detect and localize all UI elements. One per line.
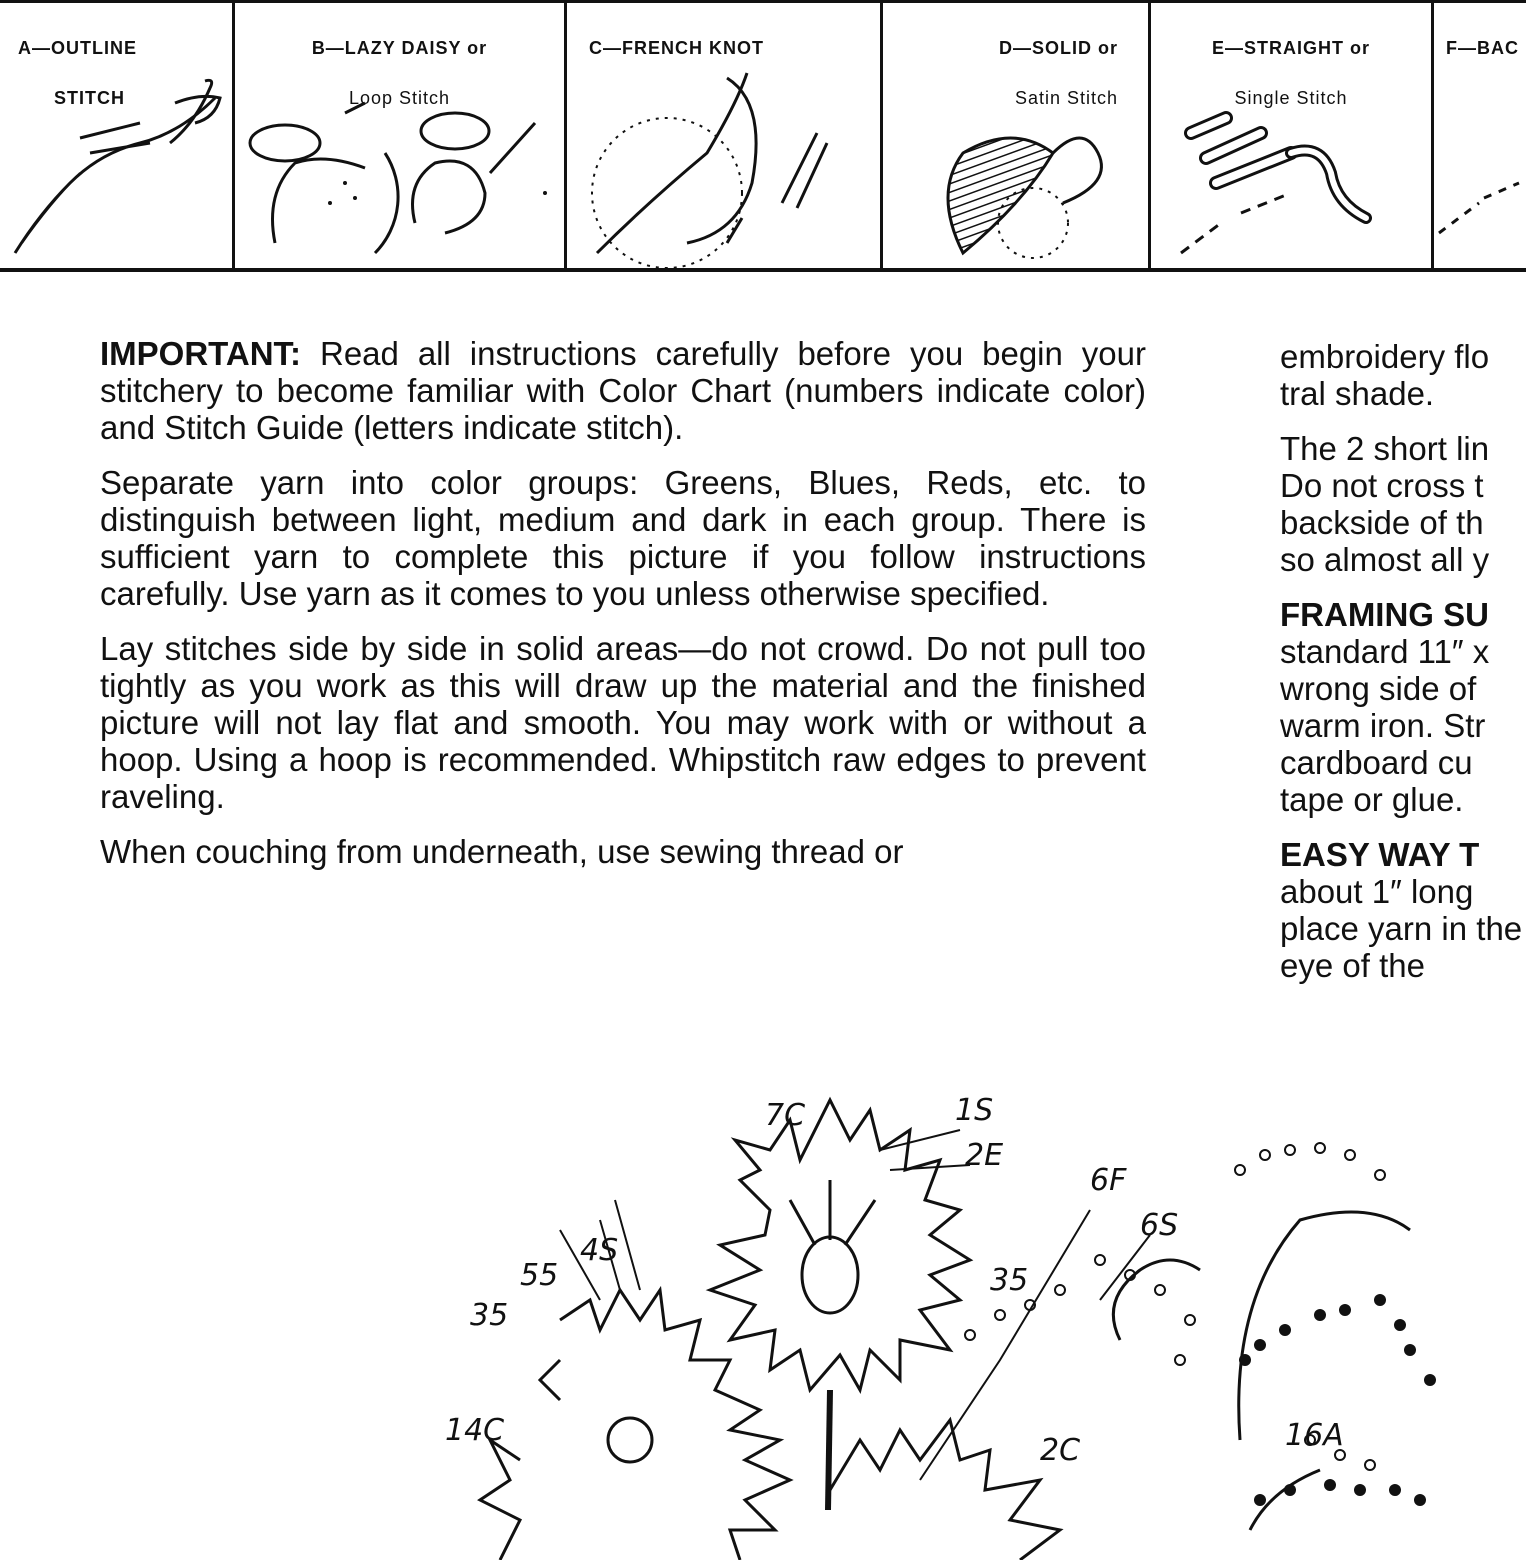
framing-label: FRAMING SU (1280, 596, 1489, 633)
short-lines-paragraph: The 2 short lin Do not cross t backside of th so almost all y (1280, 430, 1490, 578)
straight-stitch-illustration (1151, 3, 1434, 271)
important-label: IMPORTANT: (100, 335, 302, 372)
instructions-left (100, 335, 1146, 888)
stitch-sub: STITCH (54, 88, 125, 108)
important-paragraph: Read all instructions carefully before you begin your stitchery to become familiar with Color Chart (numbers indicate color) and Stitch Guide (letters indicate stitch). (100, 335, 1146, 446)
back-stitch-illustration (1434, 3, 1526, 271)
stitches-paragraph: Lay stitches side by side in solid areas—do not crowd. Do not pull too tightly as you work as this will draw up the material and the finished picture will not lay flat and smooth. You may work with or without a hoop. Using a hoop is recommended. Whipstitch raw edges to prevent raveling. (100, 630, 1146, 815)
yarn-paragraph: Separate yarn into color groups: Greens, Blues, Reds, etc. to distinguish between light, medium and dark in each group. There is sufficient yarn to complete this picture if you follow instructions carefully. Use yarn as it comes to you unless otherwise specified. (100, 464, 1146, 612)
stitch-title: C—FRENCH KNOT (589, 38, 764, 58)
pattern-label: 55 (520, 1258, 559, 1293)
easy-way-paragraph: about 1″ long place yarn in the eye of the (1280, 873, 1523, 984)
stitch-title: F—BAC (1446, 38, 1519, 58)
pattern-label: 35 (990, 1263, 1029, 1298)
stitch-title: B—LAZY DAISY or (311, 38, 488, 58)
couching-paragraph: When couching from underneath, use sewing thread or (100, 833, 904, 870)
framing-paragraph: standard 11″ x wrong side of warm iron. Str cardboard cu tape or glue. (1280, 633, 1490, 818)
stitch-cell-satin (883, 3, 1151, 271)
embroidery-paragraph: embroidery flo tral shade. (1280, 338, 1490, 412)
embroidery-pattern (0, 1060, 1526, 1560)
stitch-cell-lazy-daisy (235, 3, 567, 271)
stitch-cell-straight (1151, 3, 1434, 271)
stitch-cell-french-knot (567, 3, 883, 271)
stitch-title: A—OUTLINE (18, 38, 137, 58)
stitch-sub: Loop Stitch (348, 88, 451, 108)
pattern-label: 6S (1140, 1208, 1179, 1243)
french-knot-illustration (567, 3, 883, 271)
stitch-guide (0, 0, 1526, 272)
stitch-title: E—STRAIGHT or (1211, 38, 1370, 58)
pattern-label: 6F (1090, 1163, 1127, 1198)
lazy-daisy-illustration (235, 3, 567, 271)
pattern-label: 4S (580, 1233, 619, 1268)
pattern-label: 35 (470, 1298, 509, 1333)
stitch-cell-outline (0, 3, 235, 271)
pattern-label: 14C (445, 1413, 505, 1448)
easy-way-label: EASY WAY T (1280, 836, 1480, 873)
stitch-title: D—SOLID or (998, 38, 1118, 58)
stitch-sub: Satin Stitch (1014, 88, 1118, 108)
instructions-right (1280, 338, 1526, 1002)
pattern-label: 2E (965, 1138, 1004, 1173)
pattern-label: 2C (1040, 1433, 1081, 1468)
outline-stitch-illustration (0, 3, 235, 271)
pattern-label: 16A (1285, 1418, 1344, 1453)
pattern-label: 7C (765, 1098, 806, 1133)
satin-stitch-illustration (883, 3, 1151, 271)
stitch-sub: Single Stitch (1234, 88, 1348, 108)
pattern-label: 1S (955, 1093, 994, 1128)
stitch-cell-back (1434, 3, 1526, 271)
